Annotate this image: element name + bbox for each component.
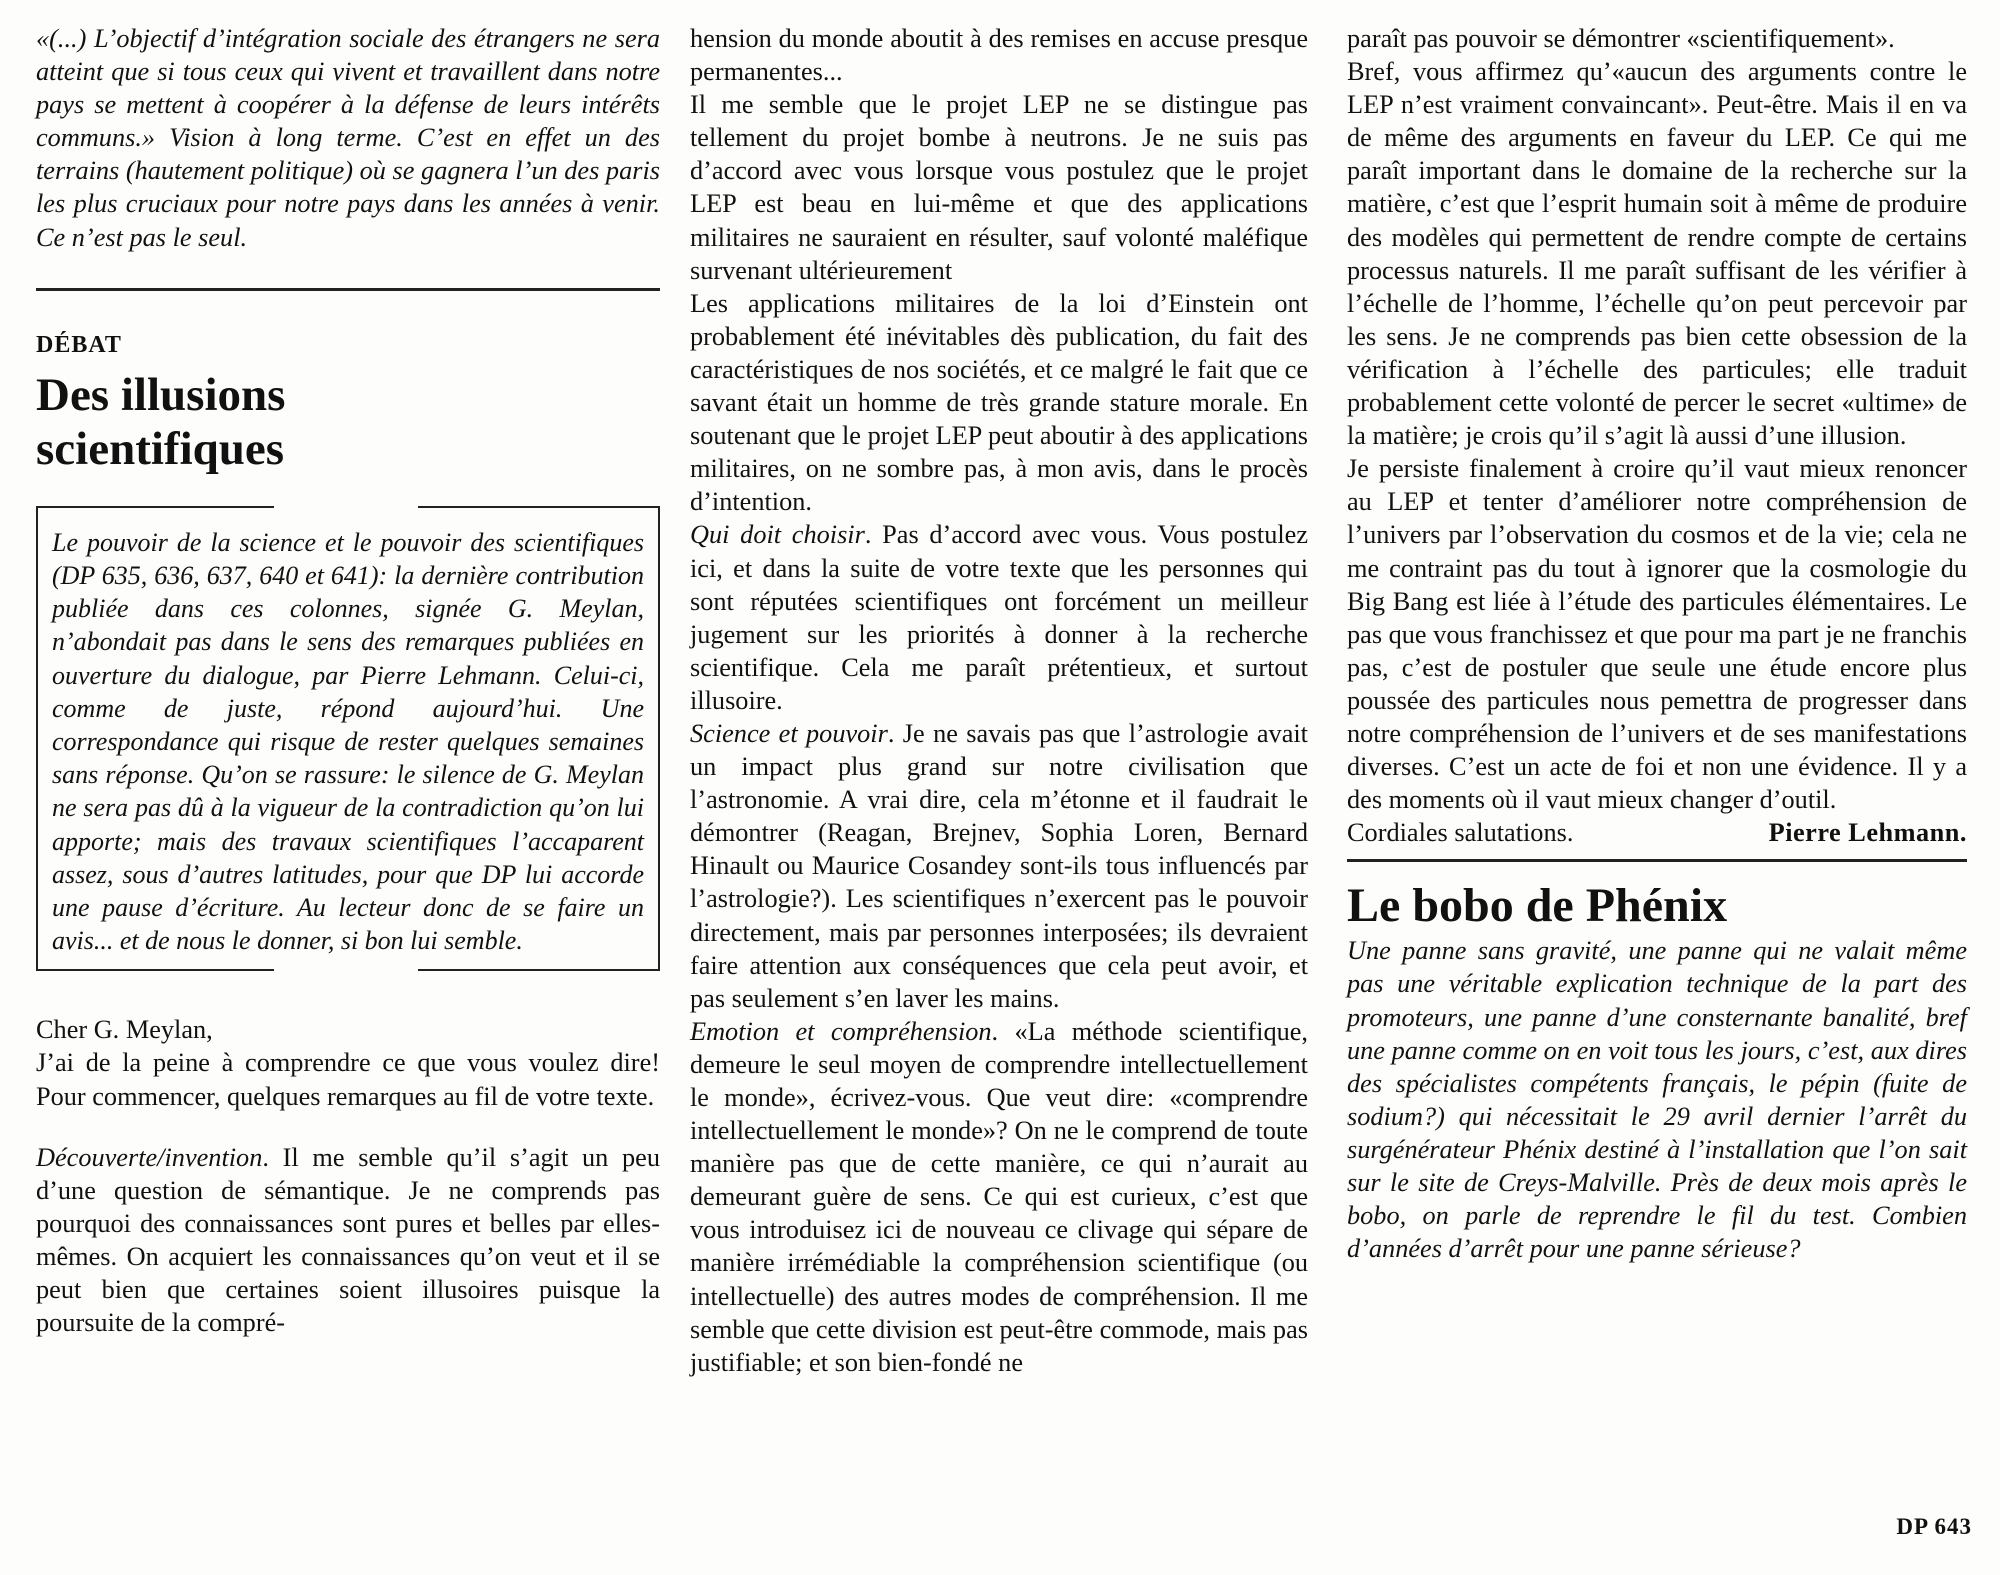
article-title-2: Le bobo de Phénix (1347, 879, 1728, 933)
intro-quote: «(...) L’objectif d’intégration sociale des étrangers ne sera atteint que si tous ceux qui vivent et travaillent dans notre pays se mettent à coopérer à la défense de leurs intérêts communs.» Vision à long terme. C’est en effet un des terrains (hautement politique) où se gagnera l’un des paris les plus cruciaux pour notre pays dans les années à venir. Ce n’est pas le seul. (36, 24, 660, 252)
paragraph-lead: Emotion et compréhension (690, 1016, 992, 1046)
section-kicker: DÉBAT (36, 331, 122, 358)
paragraph: Découverte/invention. Il me semble qu’il s’agit un peu d’une question de sémantique. Je ne comprends pas pourquoi des connaissances sont pures et belles par elles-mêmes. On acquiert les connaissances qu’on veut et il se peut bien que certaines soient illusoires puisque la poursuite de la compré- (36, 1142, 660, 1338)
paragraph-lead: Science et pouvoir (690, 718, 888, 748)
author-signature: Pierre Lehmann. (1768, 818, 1967, 848)
section-divider (1347, 859, 1967, 862)
paragraph: Les applications militaires de la loi d’Einstein ont probablement été inévitables dès publication, du fait des caractéristiques de nos sociétés, et ce malgré le fait que ce savant était un homme de très grande stature morale. En soutenant que le projet LEP peut aboutir à des applications militaires, on ne sombre pas, à mon avis, dans le procès d’intention. (690, 288, 1308, 517)
closing: Cordiales salutations. (1347, 818, 1574, 848)
column-3 (1347, 22, 1967, 1265)
editorial-box (36, 506, 660, 970)
paragraph: Bref, vous affirmez qu’«aucun des arguments contre le LEP n’est vraiment convaincant». Peut-être. Mais il en va de même des arguments en faveur du LEP. Ce qui me paraît important dans le domaine de la recherche sur la matière, c’est que l’esprit humain soit à même de produire des modèles qui permettent de rendre compte de certains processus naturels. Il me paraît suffisant de les vérifier à l’échelle de l’homme, l’échelle qu’on peut percevoir par les sens. Je ne comprends pas bien cette obsession de la vérification à l’échelle des particules; elle traduit probablement cette volonté de percer le secret «ultime» de la matière; je crois qu’il s’agit là aussi d’une illusion. (1347, 57, 1967, 451)
paragraph: Qui doit choisir. Pas d’accord avec vous. Vous postulez ici, et dans la suite de votre texte que les personnes qui sont réputées scientifiques ont forcément un meilleur jugement sur les priorités à donner à la recherche scientifique. Cela me paraît prétentieux, et surtout illusoire. (690, 520, 1308, 715)
paragraph: Emotion et compréhension. «La méthode scientifique, demeure le seul moyen de comprendre intellectuellement le monde», écrivez-vous. Que veut dire: «comprendre intellectuellement le monde»? On ne le comprend de toute manière pas que de cette manière, ce qui n’aurait au demeurant guère de sens. Ce qui est curieux, c’est que vous introduisez ici de nouveau ce clivage qui sépare de manière irrémédiable la compréhension scientifique (ou intellectuelle) des autres modes de compréhension. Il me semble que cette division est peut-être commode, mais pas justifiable; et son bien-fondé ne (690, 1016, 1308, 1377)
article-title: Des illusions scientifiques (36, 368, 286, 475)
salutation: Cher G. Meylan, (36, 1015, 213, 1045)
paragraph: hension du monde aboutit à des remises en accuse presque permanentes... (690, 24, 1308, 87)
page-number: DP 643 (1896, 1514, 1972, 1539)
paragraph: Science et pouvoir. Je ne savais pas que l’astrologie avait un impact plus grand sur notre civilisation que l’astronomie. A vrai dire, cela m’étonne et il faudrait le démontrer (Reagan, Brejnev, Sophia Loren, Bernard Hinault ou Maurice Cosandey sont-ils tous influencés par l’astrologie?). Les scientifiques n’exercent pas le pouvoir directement, mais par personnes interposées; ils devraient faire attention aux conséquences que cela peut avoir, et pas seulement s’en laver les mains. (690, 718, 1308, 1013)
paragraph: Je persiste finalement à croire qu’il vaut mieux renoncer au LEP et tenter d’améliorer notre compréhension de l’univers par l’observation du cosmos et de la vie; cela ne me contraint pas du tout à ignorer que la cosmologie du Big Bang est liée à l’étude des particules élémentaires. Le pas que vous franchissez et que pour ma part je ne franchis pas, c’est de postuler que seule une étude encore plus poussée des particules nous pemettra de progresser dans notre compréhension de l’univers et de ses manifestations diverses. C’est un acte de foi et non une évidence. Il y a des moments où il vaut mieux changer d’outil. (1347, 454, 1967, 815)
paragraph-lead: Qui doit choisir (690, 520, 865, 550)
column-1 (36, 22, 660, 1339)
section-divider (36, 288, 660, 291)
paragraph-lead: Découverte/invention (36, 1142, 263, 1172)
paragraph: Il me semble que le projet LEP ne se distingue pas tellement du projet bombe à neutrons. Je ne suis pas d’accord avec vous lorsque vous postulez que le projet LEP est beau en lui-même et que des applications militaires ne sauraient en résulter, sauf volonté maléfique survenant ultérieurement (690, 90, 1308, 285)
paragraph: paraît pas pouvoir se démontrer «scientifiquement». (1347, 24, 1895, 53)
signature-line (1347, 816, 1967, 849)
editorial-note: Le pouvoir de la science et le pouvoir des scientifiques (DP 635, 636, 637, 640 et 641): la dernière contribution publiée dans ces colonnes, signée G. Meylan, n’abondait pas dans le sens des remarques publiées en ouverture du dialogue, par Pierre Lehmann. Celui-ci, comme de juste, répond aujourd’hui. Une correspondance qui risque de rester quelques semaines sans réponse. Qu’on se rassure: le silence de G. Meylan ne sera pas dû à la vigueur de la contradiction qu’on lui apporte; mais des travaux scientifiques l’accaparent assez, sous d’autres latitudes, pour que DP lui accorde une pause d’écriture. Au lecteur donc de se faire un avis... et de nous le donner, si bon lui semble. (52, 527, 644, 956)
article-2-text: Une panne sans gravité, une panne qui ne valait même pas une véritable explication technique de la part des promoteurs, une panne d’une consternante banalité, bref une panne comme on en voit tous les jours, c’est, aux dires des spécialistes compétents français, le pépin (fuite de sodium?) qui nécessitait le 29 avril dernier l’arrêt du surgénérateur Phénix destiné à l’installation que l’on sait sur le site de Creys-Malville. Près de deux mois après le bobo, on parle de reprendre le fil du test. Combien d’années d’arrêt pour une panne sérieuse? (1347, 936, 1967, 1264)
paragraph: J’ai de la peine à comprendre ce que vous voulez dire! Pour commencer, quelques remarques au fil de votre texte. (36, 1048, 660, 1111)
column-2 (690, 22, 1308, 1379)
